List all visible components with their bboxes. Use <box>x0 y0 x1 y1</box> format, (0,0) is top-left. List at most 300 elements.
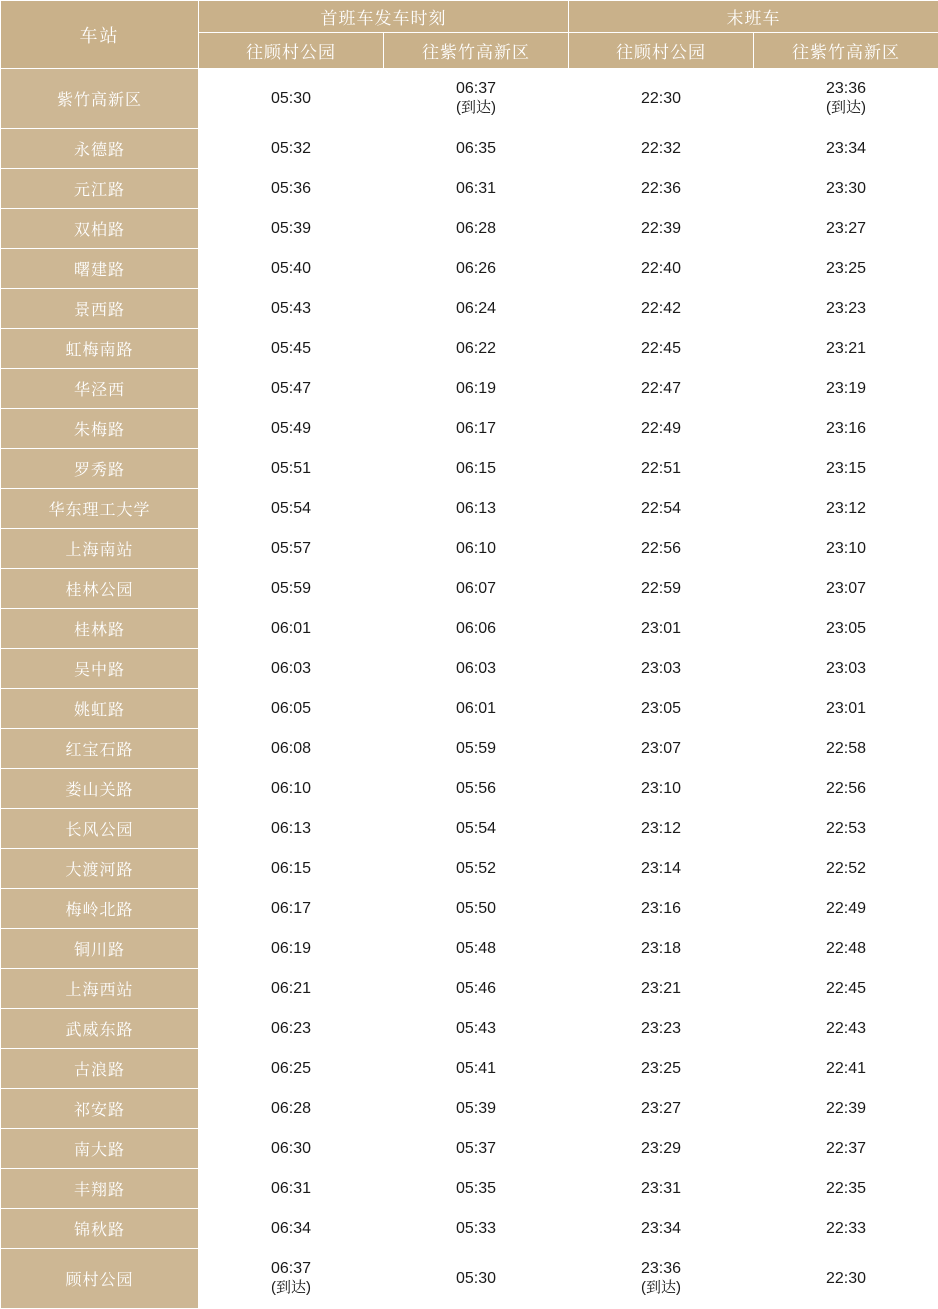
cell-last-to-zizhu <box>754 809 938 849</box>
cell-first-to-zizhu <box>384 289 569 329</box>
header-station: 车站 <box>1 1 199 69</box>
cell-last-to-gucun <box>569 1209 754 1249</box>
time-value: 05:40 <box>200 259 382 279</box>
station-name: 虹梅南路 <box>1 329 199 369</box>
station-name: 娄山关路 <box>1 769 199 809</box>
time-value: 05:50 <box>385 899 567 919</box>
station-name: 祁安路 <box>1 1089 199 1129</box>
cell-last-to-gucun <box>569 449 754 489</box>
table-row <box>1 129 938 169</box>
time-value: 22:43 <box>755 1019 937 1039</box>
cell-first-to-zizhu <box>384 809 569 849</box>
cell-first-to-zizhu <box>384 929 569 969</box>
cell-first-to-zizhu <box>384 129 569 169</box>
cell-last-to-gucun <box>569 929 754 969</box>
table-row <box>1 1049 938 1089</box>
time-value: 05:49 <box>200 419 382 439</box>
time-value: 23:23 <box>755 299 937 319</box>
station-name: 罗秀路 <box>1 449 199 489</box>
time-value: 22:58 <box>755 739 937 759</box>
time-value: 06:28 <box>385 219 567 239</box>
station-name: 铜川路 <box>1 929 199 969</box>
cell-last-to-zizhu <box>754 1169 938 1209</box>
station-name: 南大路 <box>1 1129 199 1169</box>
time-value: 06:26 <box>385 259 567 279</box>
cell-first-to-gucun <box>199 289 384 329</box>
time-value: 23:34 <box>570 1219 752 1239</box>
time-value: 23:34 <box>755 139 937 159</box>
time-value: 23:21 <box>755 339 937 359</box>
time-value: 05:51 <box>200 459 382 479</box>
cell-first-to-gucun <box>199 889 384 929</box>
station-name: 上海西站 <box>1 969 199 1009</box>
time-value: 06:30 <box>200 1139 382 1159</box>
cell-last-to-zizhu <box>754 249 938 289</box>
cell-first-to-zizhu <box>384 769 569 809</box>
cell-last-to-gucun <box>569 729 754 769</box>
cell-last-to-zizhu <box>754 529 938 569</box>
cell-last-to-zizhu <box>754 409 938 449</box>
station-name: 上海南站 <box>1 529 199 569</box>
time-value: 05:52 <box>385 859 567 879</box>
cell-first-to-gucun <box>199 209 384 249</box>
cell-last-to-zizhu <box>754 169 938 209</box>
cell-first-to-zizhu <box>384 1009 569 1049</box>
cell-last-to-gucun <box>569 329 754 369</box>
time-value: 22:30 <box>570 89 752 109</box>
time-value: 23:29 <box>570 1139 752 1159</box>
table-row <box>1 889 938 929</box>
cell-last-to-zizhu <box>754 1129 938 1169</box>
time-value: 23:15 <box>755 459 937 479</box>
time-value: 23:01 <box>755 699 937 719</box>
station-name: 桂林公园 <box>1 569 199 609</box>
time-value: 22:39 <box>570 219 752 239</box>
cell-first-to-gucun <box>199 1169 384 1209</box>
cell-last-to-gucun <box>569 1169 754 1209</box>
table-row <box>1 1089 938 1129</box>
time-value: 05:33 <box>385 1219 567 1239</box>
cell-first-to-zizhu <box>384 969 569 1009</box>
cell-last-to-zizhu <box>754 729 938 769</box>
cell-first-to-zizhu <box>384 689 569 729</box>
station-name: 华东理工大学 <box>1 489 199 529</box>
cell-first-to-zizhu <box>384 729 569 769</box>
time-value: 06:13 <box>200 819 382 839</box>
cell-last-to-zizhu <box>754 1249 938 1309</box>
cell-last-to-gucun <box>569 1089 754 1129</box>
cell-first-to-zizhu <box>384 449 569 489</box>
cell-last-to-gucun <box>569 129 754 169</box>
time-value: 06:15 <box>200 859 382 879</box>
table-row <box>1 609 938 649</box>
time-value: 06:31 <box>385 179 567 199</box>
arrival-note: (到达) <box>385 99 567 118</box>
cell-first-to-gucun <box>199 409 384 449</box>
cell-last-to-gucun <box>569 369 754 409</box>
cell-first-to-gucun <box>199 689 384 729</box>
cell-last-to-gucun <box>569 1009 754 1049</box>
time-value: 22:45 <box>755 979 937 999</box>
table-row <box>1 1129 938 1169</box>
cell-last-to-zizhu <box>754 289 938 329</box>
time-value: 06:10 <box>385 539 567 559</box>
cell-first-to-gucun <box>199 129 384 169</box>
cell-first-to-gucun <box>199 329 384 369</box>
cell-last-to-gucun <box>569 649 754 689</box>
time-value: 22:51 <box>570 459 752 479</box>
cell-first-to-zizhu <box>384 249 569 289</box>
cell-last-to-zizhu <box>754 1049 938 1089</box>
table-row <box>1 249 938 289</box>
arrival-note: (到达) <box>755 99 937 118</box>
station-name: 丰翔路 <box>1 1169 199 1209</box>
time-value: 23:18 <box>570 939 752 959</box>
time-value: 22:32 <box>570 139 752 159</box>
cell-last-to-zizhu <box>754 569 938 609</box>
time-value: 22:52 <box>755 859 937 879</box>
cell-first-to-zizhu <box>384 409 569 449</box>
time-value: 06:17 <box>200 899 382 919</box>
table-row <box>1 689 938 729</box>
cell-last-to-gucun <box>569 849 754 889</box>
header-last-to-gucun: 往顾村公园 <box>569 33 754 69</box>
time-value: 05:35 <box>385 1179 567 1199</box>
table-row <box>1 69 938 129</box>
station-name: 紫竹高新区 <box>1 69 199 129</box>
time-value: 06:07 <box>385 579 567 599</box>
arrival-note: (到达) <box>200 1279 382 1298</box>
station-name: 大渡河路 <box>1 849 199 889</box>
cell-last-to-gucun <box>569 1249 754 1309</box>
time-value: 06:25 <box>200 1059 382 1079</box>
time-value: 23:07 <box>755 579 937 599</box>
time-value: 23:16 <box>570 899 752 919</box>
station-name: 古浪路 <box>1 1049 199 1089</box>
cell-first-to-gucun <box>199 969 384 1009</box>
cell-first-to-zizhu <box>384 1169 569 1209</box>
table-row <box>1 769 938 809</box>
cell-last-to-zizhu <box>754 1089 938 1129</box>
cell-first-to-zizhu <box>384 169 569 209</box>
station-name: 景西路 <box>1 289 199 329</box>
table-row <box>1 649 938 689</box>
time-value: 05:36 <box>200 179 382 199</box>
time-value: 06:06 <box>385 619 567 639</box>
time-value: 06:10 <box>200 779 382 799</box>
cell-last-to-zizhu <box>754 969 938 1009</box>
time-value: 06:19 <box>200 939 382 959</box>
cell-first-to-gucun <box>199 609 384 649</box>
table-body <box>1 69 938 1309</box>
cell-first-to-gucun <box>199 369 384 409</box>
time-value: 06:05 <box>200 699 382 719</box>
cell-last-to-gucun <box>569 529 754 569</box>
time-value: 06:19 <box>385 379 567 399</box>
time-value: 23:07 <box>570 739 752 759</box>
station-name: 永德路 <box>1 129 199 169</box>
cell-first-to-zizhu <box>384 1209 569 1249</box>
time-value: 22:49 <box>755 899 937 919</box>
time-value: 06:35 <box>385 139 567 159</box>
cell-last-to-zizhu <box>754 129 938 169</box>
time-value: 05:54 <box>200 499 382 519</box>
table-row <box>1 849 938 889</box>
cell-first-to-gucun <box>199 1249 384 1309</box>
table-row <box>1 1209 938 1249</box>
time-value: 23:12 <box>755 499 937 519</box>
table-row <box>1 289 938 329</box>
cell-first-to-zizhu <box>384 569 569 609</box>
time-value: 05:57 <box>200 539 382 559</box>
cell-last-to-zizhu <box>754 369 938 409</box>
time-value: 05:32 <box>200 139 382 159</box>
time-value: 06:34 <box>200 1219 382 1239</box>
time-value: 23:36 <box>570 1259 752 1279</box>
table-row <box>1 969 938 1009</box>
time-value: 23:10 <box>570 779 752 799</box>
station-name: 吴中路 <box>1 649 199 689</box>
cell-last-to-zizhu <box>754 929 938 969</box>
station-name: 武威东路 <box>1 1009 199 1049</box>
cell-first-to-zizhu <box>384 209 569 249</box>
table-row <box>1 489 938 529</box>
time-value: 23:27 <box>570 1099 752 1119</box>
time-value: 22:30 <box>755 1269 937 1289</box>
time-value: 23:03 <box>755 659 937 679</box>
cell-first-to-gucun <box>199 449 384 489</box>
cell-first-to-gucun <box>199 249 384 289</box>
cell-first-to-zizhu <box>384 1049 569 1089</box>
time-value: 22:49 <box>570 419 752 439</box>
cell-first-to-zizhu <box>384 889 569 929</box>
time-value: 06:03 <box>200 659 382 679</box>
table-row <box>1 169 938 209</box>
station-name: 姚虹路 <box>1 689 199 729</box>
time-value: 22:47 <box>570 379 752 399</box>
time-value: 05:59 <box>200 579 382 599</box>
cell-first-to-zizhu <box>384 849 569 889</box>
cell-last-to-gucun <box>569 409 754 449</box>
cell-first-to-zizhu <box>384 1129 569 1169</box>
cell-first-to-gucun <box>199 569 384 609</box>
cell-first-to-gucun <box>199 1209 384 1249</box>
time-value: 05:54 <box>385 819 567 839</box>
cell-first-to-zizhu <box>384 649 569 689</box>
cell-last-to-zizhu <box>754 329 938 369</box>
cell-last-to-gucun <box>569 249 754 289</box>
time-value: 22:35 <box>755 1179 937 1199</box>
time-value: 23:21 <box>570 979 752 999</box>
station-name: 曙建路 <box>1 249 199 289</box>
cell-first-to-zizhu <box>384 529 569 569</box>
time-value: 22:59 <box>570 579 752 599</box>
cell-last-to-zizhu <box>754 689 938 729</box>
time-value: 22:40 <box>570 259 752 279</box>
cell-first-to-zizhu <box>384 69 569 129</box>
time-value: 05:47 <box>200 379 382 399</box>
cell-last-to-zizhu <box>754 1209 938 1249</box>
table-row <box>1 569 938 609</box>
table-row <box>1 329 938 369</box>
cell-last-to-gucun <box>569 609 754 649</box>
cell-last-to-gucun <box>569 209 754 249</box>
time-value: 06:03 <box>385 659 567 679</box>
cell-first-to-gucun <box>199 1049 384 1089</box>
time-value: 05:46 <box>385 979 567 999</box>
table-row <box>1 1169 938 1209</box>
time-value: 05:30 <box>200 89 382 109</box>
time-value: 22:36 <box>570 179 752 199</box>
time-value: 23:36 <box>755 79 937 99</box>
table-row <box>1 369 938 409</box>
time-value: 23:12 <box>570 819 752 839</box>
time-value: 05:39 <box>200 219 382 239</box>
cell-last-to-zizhu <box>754 489 938 529</box>
cell-last-to-zizhu <box>754 849 938 889</box>
time-value: 06:17 <box>385 419 567 439</box>
time-value: 23:03 <box>570 659 752 679</box>
time-value: 06:15 <box>385 459 567 479</box>
table-row <box>1 1009 938 1049</box>
time-value: 23:30 <box>755 179 937 199</box>
cell-first-to-zizhu <box>384 1089 569 1129</box>
cell-last-to-zizhu <box>754 69 938 129</box>
cell-first-to-gucun <box>199 69 384 129</box>
time-value: 06:13 <box>385 499 567 519</box>
time-value: 22:33 <box>755 1219 937 1239</box>
time-value: 05:56 <box>385 779 567 799</box>
cell-first-to-zizhu <box>384 609 569 649</box>
arrival-note: (到达) <box>570 1279 752 1298</box>
time-value: 06:24 <box>385 299 567 319</box>
time-value: 05:48 <box>385 939 567 959</box>
time-value: 06:01 <box>200 619 382 639</box>
time-value: 06:21 <box>200 979 382 999</box>
station-name: 梅岭北路 <box>1 889 199 929</box>
cell-last-to-gucun <box>569 1049 754 1089</box>
cell-first-to-zizhu <box>384 489 569 529</box>
cell-last-to-gucun <box>569 489 754 529</box>
cell-last-to-zizhu <box>754 449 938 489</box>
cell-last-to-gucun <box>569 169 754 209</box>
time-value: 06:23 <box>200 1019 382 1039</box>
cell-first-to-gucun <box>199 769 384 809</box>
cell-last-to-gucun <box>569 969 754 1009</box>
station-name: 华泾西 <box>1 369 199 409</box>
header-first-to-gucun: 往顾村公园 <box>199 33 384 69</box>
cell-last-to-gucun <box>569 289 754 329</box>
time-value: 22:42 <box>570 299 752 319</box>
cell-last-to-zizhu <box>754 609 938 649</box>
cell-first-to-gucun <box>199 489 384 529</box>
cell-first-to-gucun <box>199 729 384 769</box>
time-value: 23:25 <box>570 1059 752 1079</box>
cell-last-to-gucun <box>569 1129 754 1169</box>
table-row <box>1 929 938 969</box>
cell-last-to-zizhu <box>754 769 938 809</box>
time-value: 22:41 <box>755 1059 937 1079</box>
cell-first-to-gucun <box>199 1009 384 1049</box>
table-header <box>1 1 938 69</box>
table-row <box>1 529 938 569</box>
table-row <box>1 729 938 769</box>
time-value: 05:41 <box>385 1059 567 1079</box>
time-value: 23:23 <box>570 1019 752 1039</box>
table-row <box>1 449 938 489</box>
time-value: 22:37 <box>755 1139 937 1159</box>
table-row <box>1 1249 938 1309</box>
cell-first-to-gucun <box>199 849 384 889</box>
time-value: 06:01 <box>385 699 567 719</box>
cell-first-to-gucun <box>199 1089 384 1129</box>
station-name: 锦秋路 <box>1 1209 199 1249</box>
time-value: 06:37 <box>200 1259 382 1279</box>
station-name: 桂林路 <box>1 609 199 649</box>
cell-last-to-gucun <box>569 889 754 929</box>
station-name: 顾村公园 <box>1 1249 199 1309</box>
time-value: 06:22 <box>385 339 567 359</box>
time-value: 22:48 <box>755 939 937 959</box>
time-value: 05:43 <box>200 299 382 319</box>
time-value: 23:14 <box>570 859 752 879</box>
cell-last-to-zizhu <box>754 1009 938 1049</box>
time-value: 22:56 <box>570 539 752 559</box>
cell-last-to-gucun <box>569 689 754 729</box>
table-row <box>1 809 938 849</box>
station-name: 双柏路 <box>1 209 199 249</box>
cell-first-to-gucun <box>199 929 384 969</box>
table-row <box>1 209 938 249</box>
time-value: 05:39 <box>385 1099 567 1119</box>
time-value: 23:16 <box>755 419 937 439</box>
station-name: 元江路 <box>1 169 199 209</box>
station-name: 长风公园 <box>1 809 199 849</box>
time-value: 23:19 <box>755 379 937 399</box>
time-value: 05:37 <box>385 1139 567 1159</box>
time-value: 22:45 <box>570 339 752 359</box>
cell-first-to-zizhu <box>384 329 569 369</box>
time-value: 06:28 <box>200 1099 382 1119</box>
time-value: 06:37 <box>385 79 567 99</box>
cell-last-to-gucun <box>569 809 754 849</box>
cell-first-to-gucun <box>199 169 384 209</box>
cell-last-to-zizhu <box>754 649 938 689</box>
time-value: 22:53 <box>755 819 937 839</box>
header-first-train: 首班车发车时刻 <box>199 1 569 33</box>
header-last-to-zizhu: 往紫竹高新区 <box>754 33 938 69</box>
cell-first-to-zizhu <box>384 369 569 409</box>
station-name: 朱梅路 <box>1 409 199 449</box>
cell-first-to-gucun <box>199 809 384 849</box>
cell-last-to-gucun <box>569 769 754 809</box>
time-value: 05:59 <box>385 739 567 759</box>
time-value: 23:10 <box>755 539 937 559</box>
time-value: 05:30 <box>385 1269 567 1289</box>
header-first-to-zizhu: 往紫竹高新区 <box>384 33 569 69</box>
time-value: 06:31 <box>200 1179 382 1199</box>
time-value: 23:01 <box>570 619 752 639</box>
time-value: 23:25 <box>755 259 937 279</box>
cell-last-to-gucun <box>569 69 754 129</box>
cell-first-to-zizhu <box>384 1249 569 1309</box>
time-value: 22:56 <box>755 779 937 799</box>
time-value: 23:31 <box>570 1179 752 1199</box>
station-name: 红宝石路 <box>1 729 199 769</box>
cell-first-to-gucun <box>199 529 384 569</box>
time-value: 23:05 <box>755 619 937 639</box>
cell-last-to-zizhu <box>754 209 938 249</box>
